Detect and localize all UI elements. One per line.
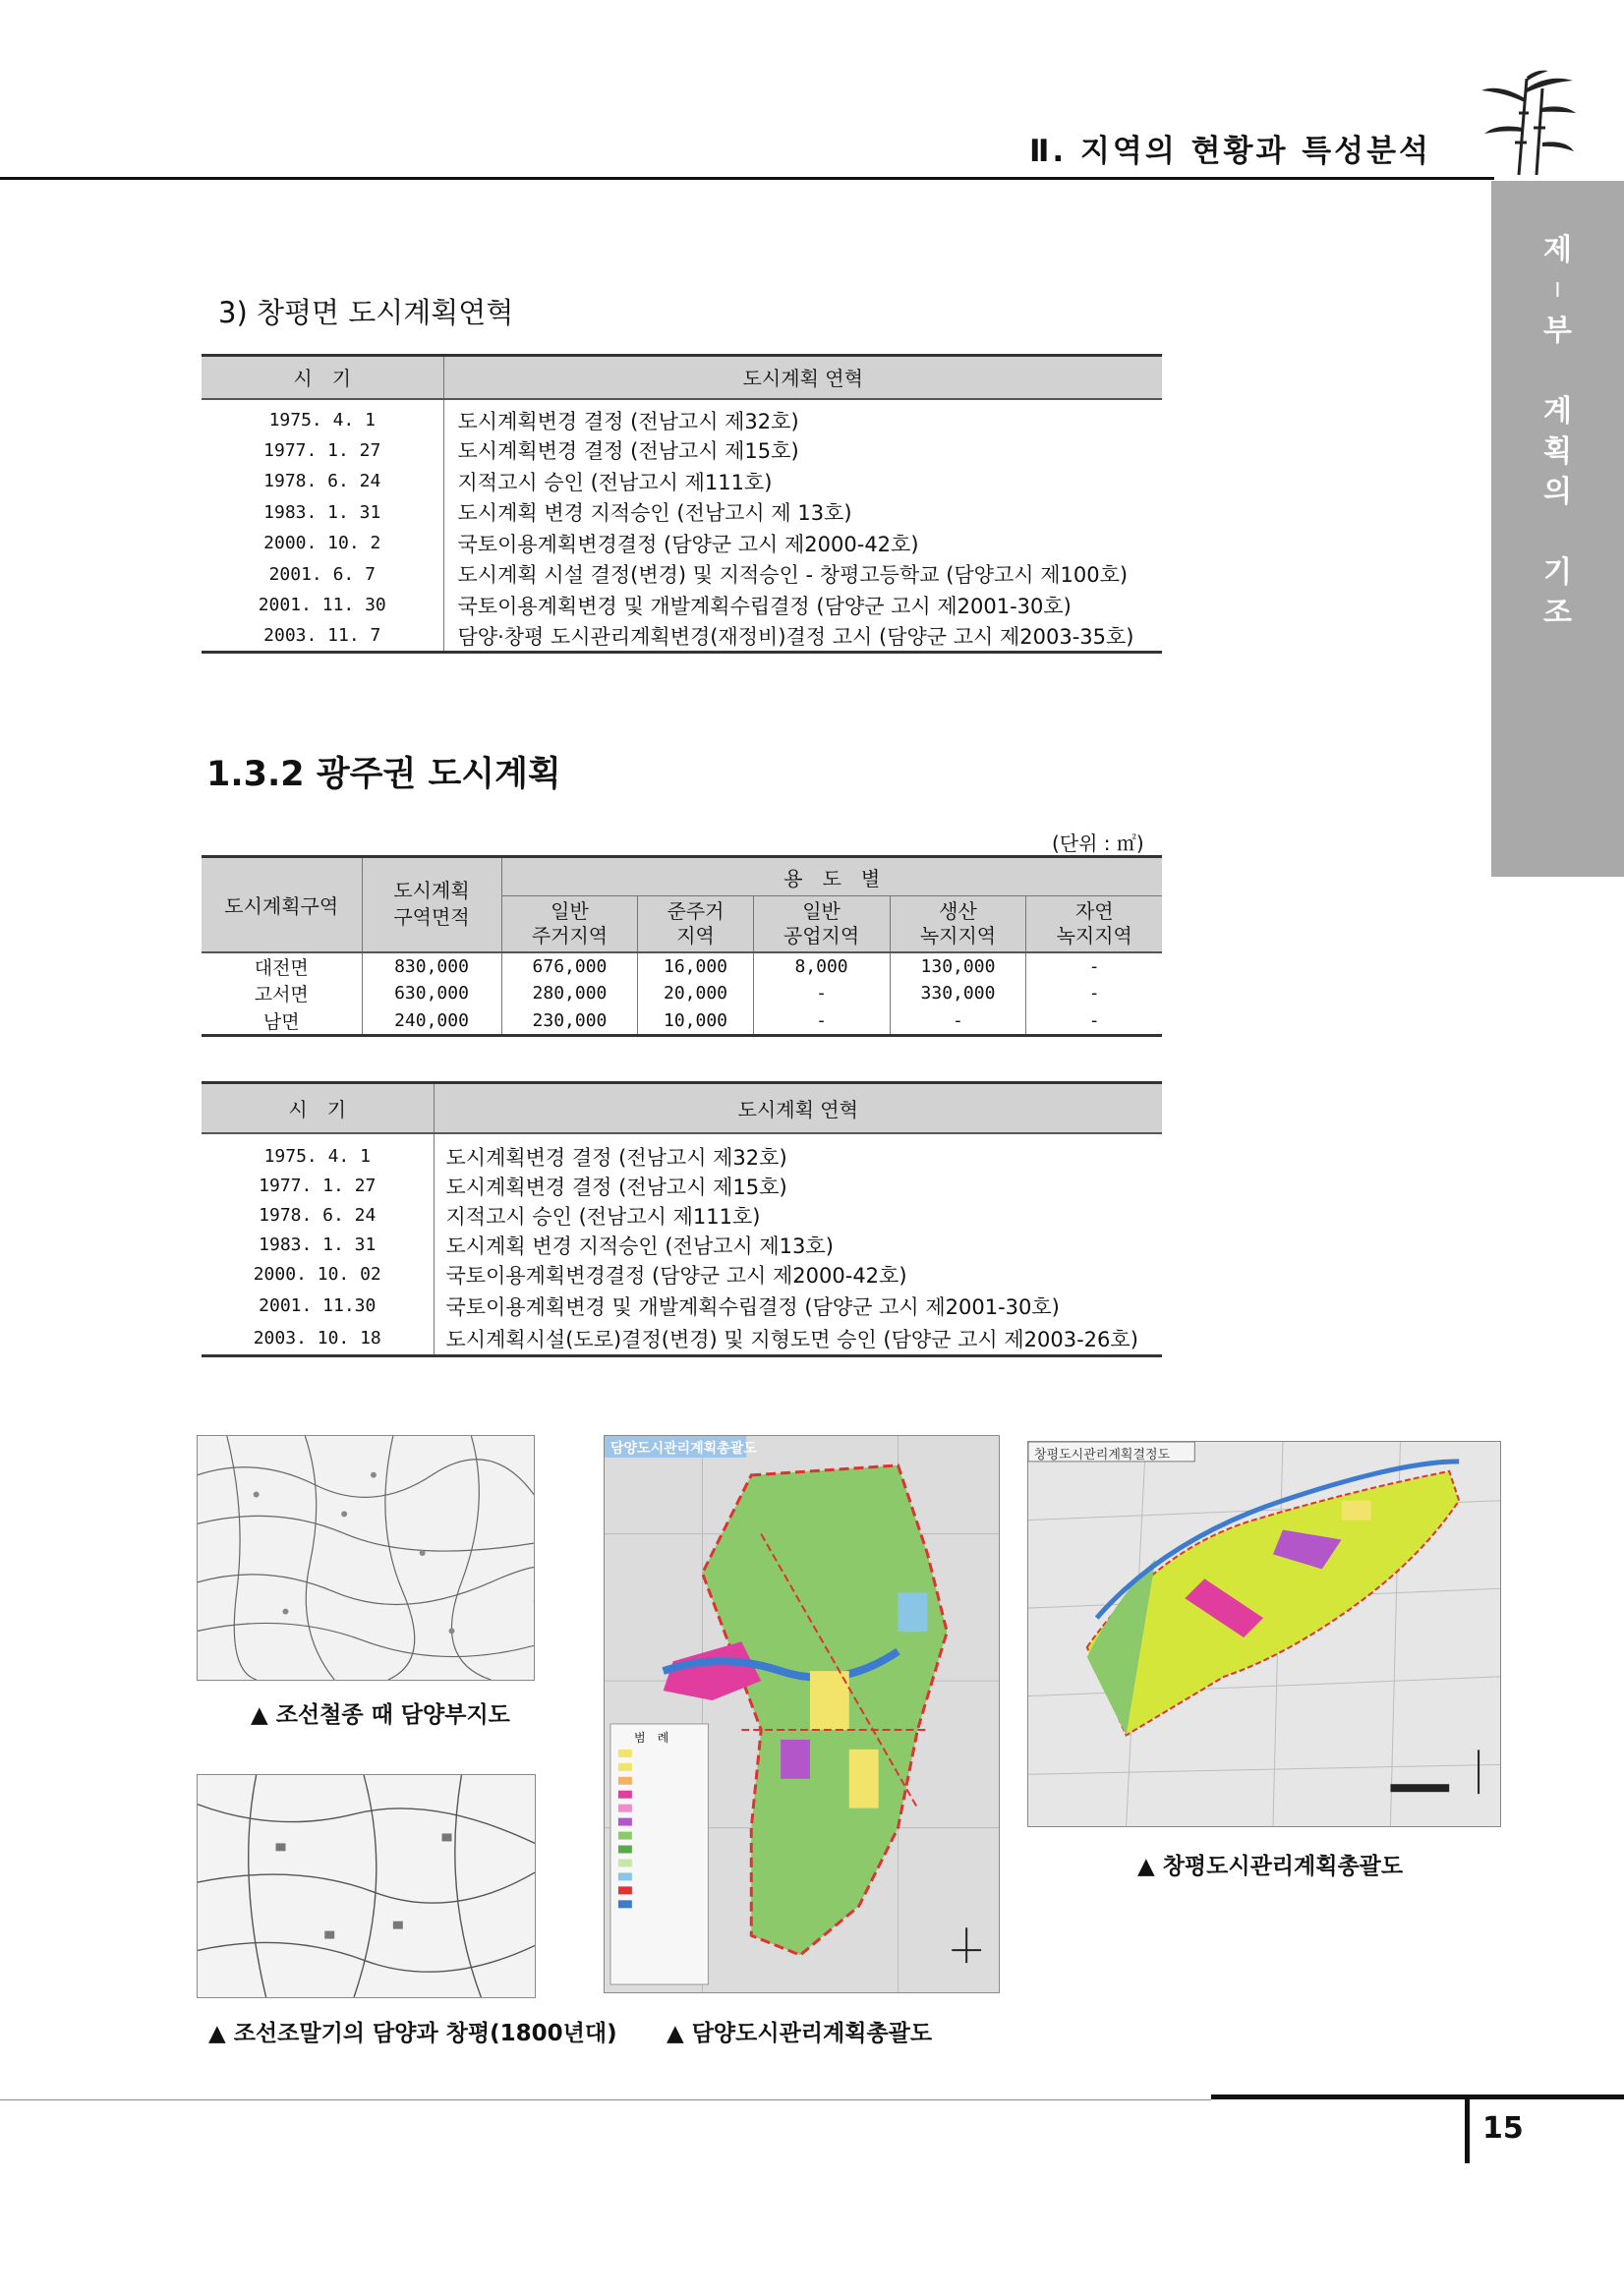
changpyeong-plan-graphic <box>1028 1442 1500 1826</box>
value-cell: 130,000 <box>890 952 1026 980</box>
sub-header-line2: 공업지역 <box>783 923 860 947</box>
value-cell: - <box>753 980 890 1007</box>
table-row <box>202 1260 1162 1290</box>
table-row <box>202 1231 1162 1260</box>
history-cell: 지적고시 승인 (전남고시 제111호) <box>457 470 773 494</box>
col-header-period: 시 기 <box>202 1083 434 1133</box>
value-cell: 10,000 <box>638 1007 753 1036</box>
footer-rule <box>0 2099 1211 2100</box>
history-cell: 도시계획 변경 지적승인 (전남고시 제 13호) <box>457 501 852 526</box>
history-cell: 국토이용계획변경 및 개발계획수립결정 (담양군 고시 제2001-30호) <box>457 594 1072 618</box>
table-row <box>202 1201 1162 1231</box>
sub-header-line1: 일반 <box>551 898 589 923</box>
sub-header-line1: 준주거 <box>667 898 725 923</box>
header-rule <box>0 177 1494 180</box>
sub-header-line2: 주거지역 <box>531 923 609 947</box>
joseon-map-graphic <box>198 1775 535 1997</box>
area-cell: 830,000 <box>362 952 501 980</box>
sub-header-line2: 지역 <box>676 923 715 947</box>
landuse-area-table <box>202 855 1162 1037</box>
sub-header-line1: 자연 <box>1074 898 1114 923</box>
footer-bar <box>1465 2099 1470 2163</box>
table-row <box>202 980 1162 1007</box>
col-header-area-line1: 도시계획 <box>393 879 470 903</box>
side-char: 계 <box>1543 394 1572 429</box>
table-row <box>202 1290 1162 1323</box>
col-header-area-line2: 구역면적 <box>393 905 470 930</box>
value-cell: 20,000 <box>638 980 753 1007</box>
side-char: 조 <box>1543 596 1572 630</box>
date-cell: 2001. 11. 30 <box>202 590 443 621</box>
col-header-history: 도시계획 연혁 <box>443 356 1162 399</box>
zone-cell: 대전면 <box>202 952 362 980</box>
date-cell: 1975. 4. 1 <box>202 1133 434 1172</box>
side-char: 의 <box>1543 475 1572 509</box>
sub-header-line1: 생산 <box>939 898 977 923</box>
table-row <box>202 466 1162 497</box>
table-row <box>202 1323 1162 1356</box>
history-cell: 담양·창평 도시관리계획변경(재정비)결정 고시 (담양군 고시 제2003-35호) <box>457 624 1134 649</box>
history-cell: 도시계획변경 결정 (전남고시 제15호) <box>445 1175 787 1199</box>
map2-caption: ▲ 조선조말기의 담양과 창평(1800년대) <box>208 2021 617 2046</box>
value-cell: - <box>1088 983 1100 1004</box>
table-row <box>202 621 1162 653</box>
table-row <box>202 399 1162 435</box>
chapter-title: Ⅱ. 지역의 현황과 특성분석 <box>1028 134 1431 169</box>
map3-legend-title: 범 례 <box>634 1731 669 1745</box>
sub-header <box>638 896 753 952</box>
value-cell: 8,000 <box>753 952 890 980</box>
date-cell: 1983. 1. 31 <box>202 1231 434 1260</box>
history-cell: 국토이용계획변경결정 (담양군 고시 제2000-42호) <box>445 1263 907 1288</box>
footer-rule-thick <box>1211 2095 1624 2099</box>
zone-cell: 고서면 <box>202 980 362 1007</box>
changpyeong-history-table <box>202 354 1162 654</box>
history-cell: 지적고시 승인 (전남고시 제111호) <box>445 1204 761 1229</box>
history-cell: 도시계획변경 결정 (전남고시 제15호) <box>457 439 799 464</box>
date-cell: 1977. 1. 27 <box>202 435 443 467</box>
history-cell: 국토이용계획변경결정 (담양군 고시 제2000-42호) <box>457 532 919 556</box>
old-map-graphic <box>198 1436 534 1680</box>
zone-cell: 남면 <box>202 1007 362 1036</box>
value-cell: - <box>753 1007 890 1036</box>
map-late-joseon <box>197 1774 536 1998</box>
section-title-gwangju: 1.3.2 광주권 도시계획 <box>206 755 561 794</box>
date-cell: 1983. 1. 31 <box>202 497 443 529</box>
date-cell: 2003. 11. 7 <box>202 621 443 653</box>
page-number: 15 <box>1482 2111 1524 2146</box>
date-cell: 1977. 1. 27 <box>202 1172 434 1201</box>
col-header-zone: 도시계획구역 <box>202 857 362 952</box>
sub-header-line1: 일반 <box>802 898 841 923</box>
table-row <box>202 559 1162 591</box>
table-row <box>202 1133 1162 1172</box>
section-title-changpyeong: 3) 창평면 도시계획연혁 <box>218 296 514 329</box>
col-header-usage: 용 도 별 <box>501 857 1162 896</box>
date-cell: 1975. 4. 1 <box>202 399 443 435</box>
history-cell: 도시계획시설(도로)결정(변경) 및 지형도면 승인 (담양군 고시 제2003-26호) <box>445 1327 1138 1351</box>
gwangju-history-table <box>202 1081 1162 1357</box>
history-cell: 도시계획변경 결정 (전남고시 제32호) <box>445 1145 787 1170</box>
table-row <box>202 1007 1162 1036</box>
side-char: Ⅰ <box>1554 278 1561 302</box>
unit-label: (단위 : ㎡) <box>1052 832 1144 855</box>
history-cell: 도시계획 시설 결정(변경) 및 지적승인 - 창평고등학교 (담양고시 제100호) <box>457 563 1129 588</box>
value-cell: - <box>890 1007 1026 1036</box>
map-damyang-old <box>197 1435 535 1681</box>
col-header-history: 도시계획 연혁 <box>434 1083 1162 1133</box>
date-cell: 2001. 6. 7 <box>202 559 443 591</box>
side-char: 부 <box>1543 314 1572 348</box>
date-cell: 2001. 11.30 <box>202 1290 434 1323</box>
map3-caption: ▲ 담양도시관리계획총괄도 <box>667 2021 933 2046</box>
side-tab-text <box>1491 230 1624 633</box>
table-row <box>202 952 1162 980</box>
col-header-period: 시 기 <box>202 356 443 399</box>
table-row <box>202 528 1162 559</box>
value-cell: 16,000 <box>638 952 753 980</box>
table-row <box>202 435 1162 467</box>
side-char: 기 <box>1543 555 1572 590</box>
sub-header-line2: 녹지지역 <box>1056 923 1132 947</box>
date-cell: 1978. 6. 24 <box>202 466 443 497</box>
history-cell: 국토이용계획변경 및 개발계획수립결정 (담양군 고시 제2001-30호) <box>445 1294 1060 1319</box>
date-cell: 2000. 10. 02 <box>202 1260 434 1290</box>
date-cell: 2000. 10. 2 <box>202 528 443 559</box>
date-cell: 1978. 6. 24 <box>202 1201 434 1231</box>
area-cell: 240,000 <box>362 1007 501 1036</box>
value-cell: 330,000 <box>890 980 1026 1007</box>
history-cell: 도시계획 변경 지적승인 (전남고시 제13호) <box>445 1234 834 1258</box>
table-row <box>202 1172 1162 1201</box>
history-cell: 도시계획변경 결정 (전남고시 제32호) <box>457 409 799 433</box>
sub-header <box>1026 896 1162 952</box>
sub-header <box>890 896 1026 952</box>
side-tab <box>1491 181 1624 877</box>
value-cell: 280,000 <box>501 980 638 1007</box>
map-changpyeong-plan <box>1027 1441 1501 1827</box>
value-cell: 230,000 <box>501 1007 638 1036</box>
map4-label: 창평도시관리계획결정도 <box>1034 1448 1171 1463</box>
side-char <box>1491 512 1624 552</box>
col-header-area <box>362 857 501 952</box>
sub-header-line2: 녹지지역 <box>919 923 997 947</box>
sub-header <box>501 896 638 952</box>
date-cell: 2003. 10. 18 <box>202 1323 434 1356</box>
sub-header <box>753 896 890 952</box>
value-cell: 676,000 <box>501 952 638 980</box>
map3-label: 담양도시관리계획총괄도 <box>610 1441 757 1457</box>
area-cell: 630,000 <box>362 980 501 1007</box>
map-damyang-plan <box>604 1435 1000 1993</box>
table-row <box>202 497 1162 529</box>
side-char <box>1491 351 1624 391</box>
value-cell: - <box>1088 955 1100 977</box>
side-char: 획 <box>1543 434 1572 469</box>
map1-caption: ▲ 조선철종 때 담양부지도 <box>251 1702 510 1728</box>
side-char: 제 <box>1543 233 1572 267</box>
map4-caption: ▲ 창평도시관리계획총괄도 <box>1137 1854 1404 1879</box>
table-row <box>202 590 1162 621</box>
bamboo-icon <box>1479 69 1578 177</box>
damyang-plan-graphic <box>605 1436 999 1992</box>
value-cell: - <box>1088 1009 1100 1031</box>
